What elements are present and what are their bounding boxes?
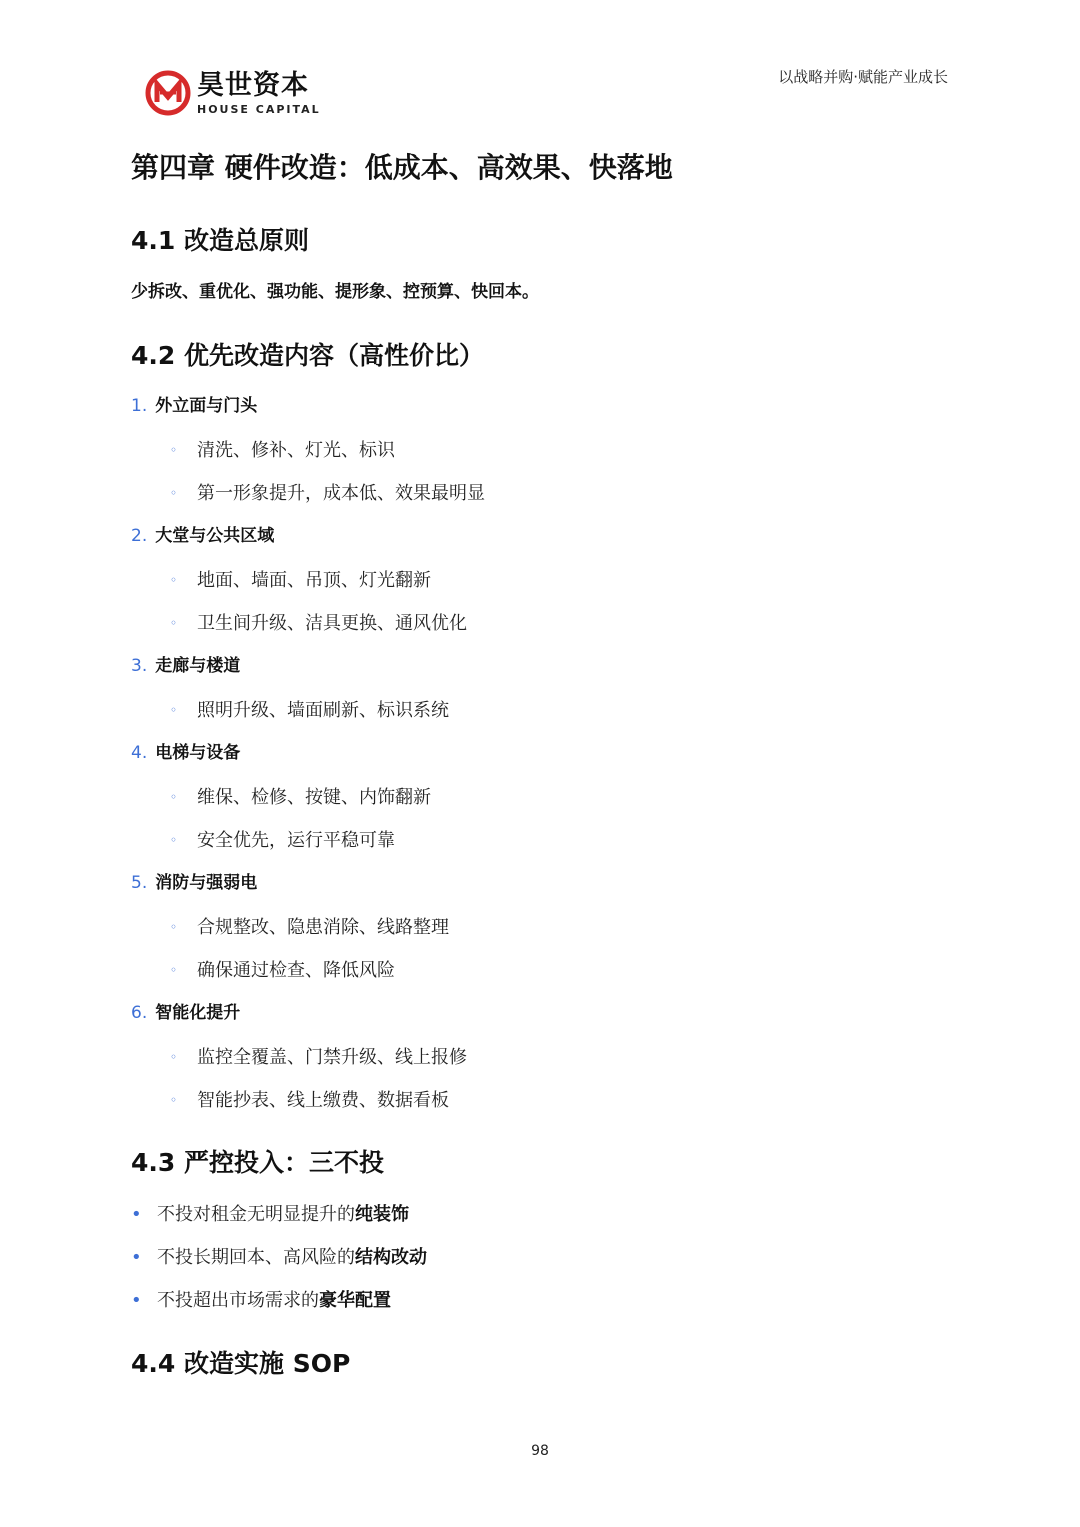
header-slogan: 以战略并购·赋能产业成长 (778, 68, 948, 86)
list-item-label: 大堂与公共区域 (155, 526, 275, 546)
sub-item-text: 安全优先，运行平稳可靠 (197, 830, 395, 851)
bullet-emphasis: 结构改动 (355, 1247, 427, 1268)
circle-bullet-icon: ◦ (170, 1093, 178, 1107)
page-number: 98 (531, 1443, 549, 1459)
list-item (131, 871, 257, 895)
circle-bullet-icon: ◦ (170, 616, 178, 630)
circle-bullet-icon: ◦ (170, 920, 178, 934)
company-logo (145, 70, 321, 116)
sub-item-text: 地面、墙面、吊顶、灯光翻新 (197, 570, 431, 591)
list-item-label: 电梯与设备 (155, 743, 241, 763)
sub-list-item (170, 1045, 467, 1070)
list-number: 3. (131, 656, 148, 676)
circle-bullet-icon: ◦ (170, 703, 178, 717)
list-item-label: 外立面与门头 (155, 396, 258, 416)
sub-list-item (170, 611, 467, 636)
sub-item-text: 卫生间升级、洁具更换、通风优化 (197, 613, 467, 634)
bullet-emphasis: 豪华配置 (319, 1290, 391, 1311)
sub-item-text: 监控全覆盖、门禁升级、线上报修 (197, 1047, 467, 1068)
circle-bullet-icon: ◦ (170, 443, 178, 457)
circle-bullet-icon: ◦ (170, 573, 178, 587)
sub-item-text: 维保、检修、按键、内饰翻新 (197, 787, 431, 808)
bullet-emphasis: 纯装饰 (355, 1204, 409, 1225)
sub-item-text: 确保通过检查、降低风险 (197, 960, 395, 981)
circle-bullet-icon: ◦ (170, 963, 178, 977)
bullet-item (131, 1289, 391, 1313)
sub-item-text: 照明升级、墙面刷新、标识系统 (197, 700, 449, 721)
sub-item-text: 第一形象提升，成本低、效果最明显 (197, 483, 485, 504)
sub-list-item (170, 915, 449, 940)
bullet-dot-icon: • (131, 1204, 142, 1225)
bullet-text: 不投长期回本、高风险的 (157, 1247, 355, 1268)
list-item (131, 654, 240, 678)
bullet-item (131, 1203, 409, 1227)
list-item (131, 741, 240, 765)
sub-list-item (170, 828, 395, 853)
list-item (131, 524, 274, 548)
list-item-label: 消防与强弱电 (155, 873, 258, 893)
sub-list-item (170, 1088, 449, 1113)
sub-list-item (170, 958, 395, 983)
list-item (131, 394, 257, 418)
sub-list-item (170, 438, 395, 463)
logo-chinese-name: 昊世资本 (197, 69, 309, 101)
sub-item-text: 清洗、修补、灯光、标识 (197, 440, 395, 461)
bullet-item (131, 1246, 427, 1270)
section-4-3-title: 4.3 严控投入：三不投 (131, 1148, 384, 1177)
bullet-dot-icon: • (131, 1290, 142, 1311)
sub-list-item (170, 785, 431, 810)
sub-list-item (170, 481, 485, 506)
section-4-4-title: 4.4 改造实施 SOP (131, 1349, 351, 1378)
circle-bullet-icon: ◦ (170, 833, 178, 847)
circle-bullet-icon: ◦ (170, 790, 178, 804)
section-4-2-title: 4.2 优先改造内容（高性价比） (131, 341, 484, 370)
logo-english-name: HOUSE CAPITAL (197, 102, 321, 116)
list-number: 1. (131, 396, 148, 416)
sub-item-text: 智能抄表、线上缴费、数据看板 (197, 1090, 449, 1111)
section-4-1-title: 4.1 改造总原则 (131, 226, 309, 255)
list-number: 4. (131, 743, 148, 763)
chapter-title: 第四章 硬件改造：低成本、高效果、快落地 (131, 151, 673, 184)
bullet-dot-icon: • (131, 1247, 142, 1268)
bullet-text: 不投超出市场需求的 (157, 1290, 319, 1311)
circle-bullet-icon: ◦ (170, 1050, 178, 1064)
sub-list-item (170, 698, 449, 723)
bullet-text: 不投对租金无明显提升的 (157, 1204, 355, 1225)
sub-item-text: 合规整改、隐患消除、线路整理 (197, 917, 449, 938)
list-item-label: 走廊与楼道 (155, 656, 241, 676)
section-4-1-text: 少拆改、重优化、强功能、提形象、控预算、快回本。 (131, 282, 539, 302)
list-item (131, 1001, 240, 1025)
list-item-label: 智能化提升 (155, 1003, 241, 1023)
list-number: 5. (131, 873, 148, 893)
sub-list-item (170, 568, 431, 593)
circle-bullet-icon: ◦ (170, 486, 178, 500)
list-number: 6. (131, 1003, 148, 1023)
list-number: 2. (131, 526, 148, 546)
house-capital-logo-icon (145, 70, 191, 116)
